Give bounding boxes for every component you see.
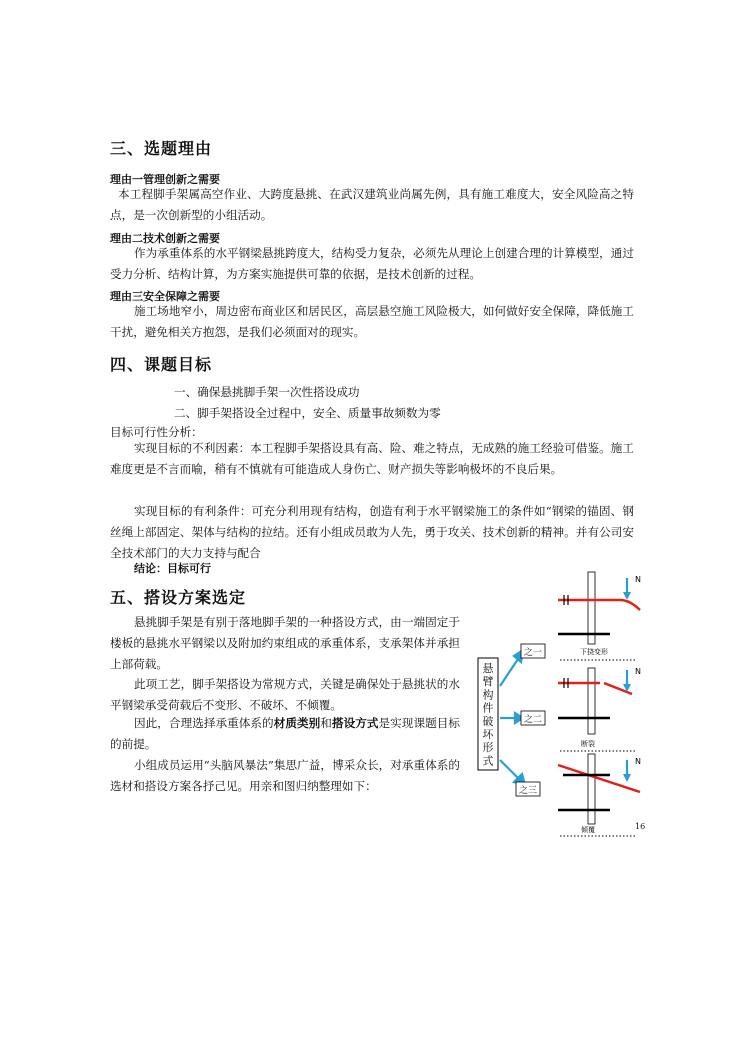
p3-text-e: 是实现课题目标的前提。 bbox=[110, 716, 460, 751]
p3-text-c: 和 bbox=[320, 716, 332, 730]
north-label-1: N bbox=[635, 575, 641, 584]
caption-overturn: 倾覆 bbox=[581, 826, 595, 834]
vertical-label-char: 坏 bbox=[482, 728, 494, 741]
caption-fracture: 断裂 bbox=[581, 740, 595, 748]
arrow-to-type-1 bbox=[500, 656, 520, 686]
vertical-label-char: 式 bbox=[482, 754, 494, 768]
section-5-title: 五、搭设方案选定 bbox=[110, 588, 247, 607]
panel-deflection bbox=[558, 572, 641, 660]
reason-3-text: 施工场地窄小，周边密布商业区和居民区，高层悬空施工风险极大，如何做好安全保障，降低施工干扰，避免相关方抱怨，是我们必须面对的现实。 bbox=[110, 304, 634, 339]
scheme-paragraph-4: 小组成员运用“头脑风暴法”集思广益，博采众长，对承重体系的选材和搭设方案各抒己见。用亲和图归纳整理如下： bbox=[110, 758, 460, 793]
cantilever-failure-diagram bbox=[470, 570, 650, 840]
favorable-conditions: 实现目标的有利条件：可充分利用现有结构，创造有利于水平钢梁施工的条件如“钢梁的锚固、钢丝绳上部固定、架体与结构的拉结。还有小组成员敢为人先，勇于攻关、技术创新的精神。并有公司安全技术部门的大力支持与配合 bbox=[110, 504, 634, 560]
scheme-paragraph-1: 悬挑脚手架是有别于落地脚手架的一种搭设方式，由一端固定于楼板的悬挑水平钢梁以及附加约束组成的承重体系，支承架体并承担上部荷载。 bbox=[110, 615, 460, 671]
panel-fracture bbox=[558, 667, 641, 751]
caption-deflection: 下挠变形 bbox=[580, 648, 608, 656]
goal-2: 二、脚手架搭设全过程中，安全、质量事故频数为零 bbox=[174, 406, 441, 420]
reason-3-title: 理由三安全保障之需要 bbox=[110, 290, 220, 303]
vertical-label-char: 形 bbox=[482, 741, 494, 755]
vertical-label-text bbox=[483, 662, 495, 767]
reason-1-title: 理由一管理创新之需要 bbox=[110, 173, 220, 186]
vertical-label-char: 件 bbox=[482, 701, 494, 715]
column-3 bbox=[588, 754, 595, 824]
arrow-to-type-3 bbox=[500, 760, 520, 780]
adverse-factors: 实现目标的不利因素：本工程脚手架搭设具有高、险、难之特点，无成熟的施工经验可借鉴。施工难度更是不言而喻，稍有不慎就有可能造成人身伤亡、财产损失等影响极坏的不良后果。 bbox=[110, 441, 634, 476]
vertical-label-char: 臂 bbox=[482, 675, 494, 689]
vertical-label-char: 悬 bbox=[482, 662, 494, 675]
beam-1-deflected bbox=[558, 600, 640, 610]
page-number: 16 bbox=[635, 822, 646, 831]
p3-bold-material: 材质类别 bbox=[273, 716, 321, 730]
goal-1: 一、确保悬挑脚手架一次性搭设成功 bbox=[174, 385, 360, 399]
p3-bold-method: 搭设方式 bbox=[331, 716, 379, 730]
reason-2-title: 理由二技术创新之需要 bbox=[110, 232, 220, 245]
scheme-paragraph-3 bbox=[110, 713, 460, 755]
type-2-label: 之二 bbox=[523, 715, 543, 725]
type-3-label: 之三 bbox=[518, 786, 538, 796]
vertical-label-char: 破 bbox=[482, 714, 494, 728]
p3-text-a: 因此，合理选择承重体系的 bbox=[134, 716, 274, 730]
feasibility-heading: 目标可行性分析： bbox=[110, 425, 203, 439]
vertical-label-char: 构 bbox=[482, 688, 494, 702]
section-3-title: 三、选题理由 bbox=[110, 139, 213, 158]
column-2 bbox=[588, 668, 595, 734]
conclusion: 结论：目标可行 bbox=[134, 562, 211, 575]
svg-text:悬臂构件破坏形式 bbox=[483, 662, 495, 767]
reason-2-text: 作为承重体系的水平钢梁悬挑跨度大，结构受力复杂，必须先从理论上创建合理的计算模型，通过受力分析、结构计算，为方案实施提供可靠的依据，是技术创新的过程。 bbox=[110, 246, 634, 281]
scheme-paragraph-2: 此项工艺，脚手架搭设为常规方式，关键是确保处于悬挑状的水平钢梁承受荷载后不变形、不破坏、不倾覆。 bbox=[110, 677, 460, 712]
section-4-title: 四、课题目标 bbox=[110, 355, 213, 374]
reason-1-text: 本工程脚手架属高空作业、大跨度悬挑、在武汉建筑业尚属先例，具有施工难度大，安全风险高之特点，是一次创新型的小组活动。 bbox=[110, 187, 634, 222]
north-label-2: N bbox=[635, 667, 641, 676]
panel-overturn bbox=[558, 754, 641, 836]
north-label-3: N bbox=[635, 757, 641, 766]
type-1-label: 之一 bbox=[523, 648, 543, 658]
